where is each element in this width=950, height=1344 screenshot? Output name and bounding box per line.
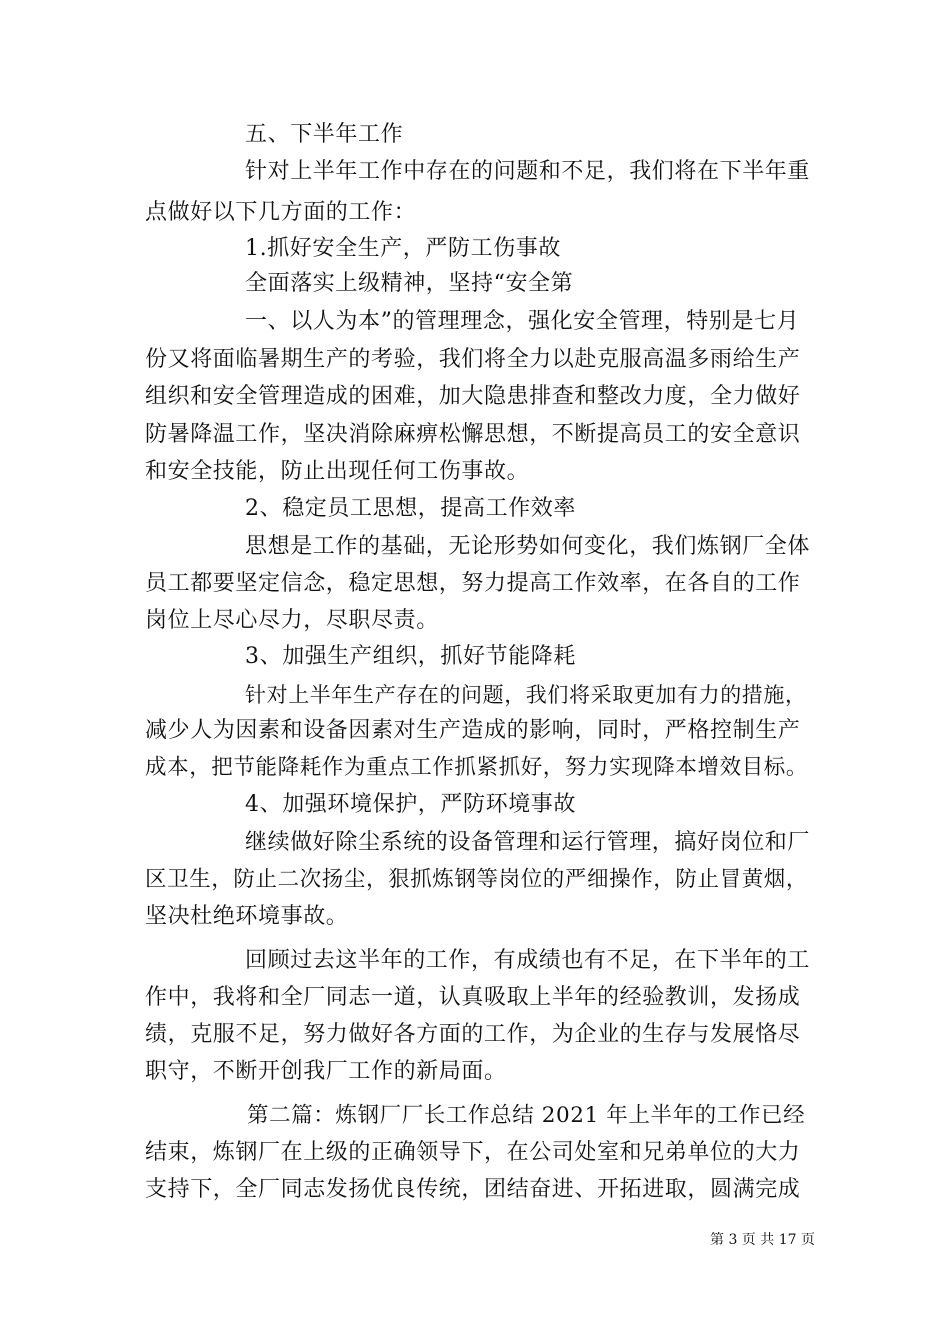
paragraph-line: 结束，炼钢厂在上级的正确领导下，在公司处室和兄弟单位的大力 — [145, 1140, 801, 1165]
page-number-label: 第 3 页 共 17 页 — [710, 1232, 815, 1248]
subheading: 1.抓好安全生产，严防工伤事故 — [245, 236, 561, 261]
paragraph-line: 全面落实上级精神，坚持“安全第 — [245, 271, 574, 296]
paragraph-line: 回顾过去这半年的工作，有成绩也有不足，在下半年的工 — [245, 948, 811, 973]
section-heading: 五、下半年工作 — [245, 122, 404, 147]
subheading: 4、加强环境保护，严防环境事故 — [245, 792, 576, 817]
paragraph-line: 针对上半年工作中存在的问题和不足，我们将在下半年重 — [245, 159, 811, 184]
paragraph-line: 岗位上尽心尽力，尽职尽责。 — [145, 608, 439, 633]
paragraph-line: 防暑降温工作，坚决消除麻痹松懈思想，不断提高员工的安全意识 — [145, 422, 801, 447]
paragraph-line: 组织和安全管理造成的困难，加大隐患排查和整改力度，全力做好 — [145, 384, 801, 409]
paragraph-line: 员工都要坚定信念，稳定思想，努力提高工作效率，在各自的工作 — [145, 571, 801, 596]
paragraph-line: 职守，不断开创我厂工作的新局面。 — [145, 1059, 507, 1084]
paragraph-line: 针对上半年生产存在的问题，我们将采取更加有力的措施， — [245, 683, 807, 707]
paragraph-line: 支持下，全厂同志发扬优良传统，团结奋进、开拓进取，圆满完成 — [145, 1177, 801, 1202]
page-number-footer — [710, 1230, 815, 1250]
paragraph-line: 份又将面临暑期生产的考验，我们将全力以赴克服高温多雨给生产 — [145, 347, 801, 372]
paragraph-line: 成本，把节能降耗作为重点工作抓紧抓好，努力实现降本增效目标。 — [145, 755, 809, 780]
paragraph-line: 区卫生，防止二次扬尘，狠抓炼钢等岗位的严细操作，防止冒黄烟， — [145, 867, 809, 892]
paragraph-line: 和安全技能，防止出现任何工伤事故。 — [145, 459, 530, 484]
paragraph-line: 第二篇：炼钢厂厂长工作总结 2021 年上半年的工作已经 — [247, 1103, 806, 1128]
paragraph-line: 减少人为因素和设备因素对生产造成的影响，同时，严格控制生产 — [145, 718, 801, 743]
paragraph-line: 点做好以下几方面的工作： — [145, 200, 417, 225]
paragraph-line: 一、以人为本”的管理理念，强化安全管理，特别是七月 — [245, 309, 800, 334]
paragraph-line: 绩，克服不足，努力做好各方面的工作，为企业的生存与发展恪尽 — [145, 1022, 801, 1047]
paragraph-line: 作中，我将和全厂同志一道，认真吸取上半年的经验教训，发扬成 — [145, 985, 801, 1010]
subheading: 2、稳定员工思想，提高工作效率 — [245, 496, 576, 521]
paragraph-line: 思想是工作的基础，无论形势如何变化，我们炼钢厂全体 — [245, 534, 811, 559]
paragraph-line: 继续做好除尘系统的设备管理和运行管理，搞好岗位和厂 — [245, 830, 811, 855]
paragraph-line: 坚决杜绝环境事故。 — [145, 904, 349, 929]
subheading: 3、加强生产组织，抓好节能降耗 — [245, 644, 576, 669]
